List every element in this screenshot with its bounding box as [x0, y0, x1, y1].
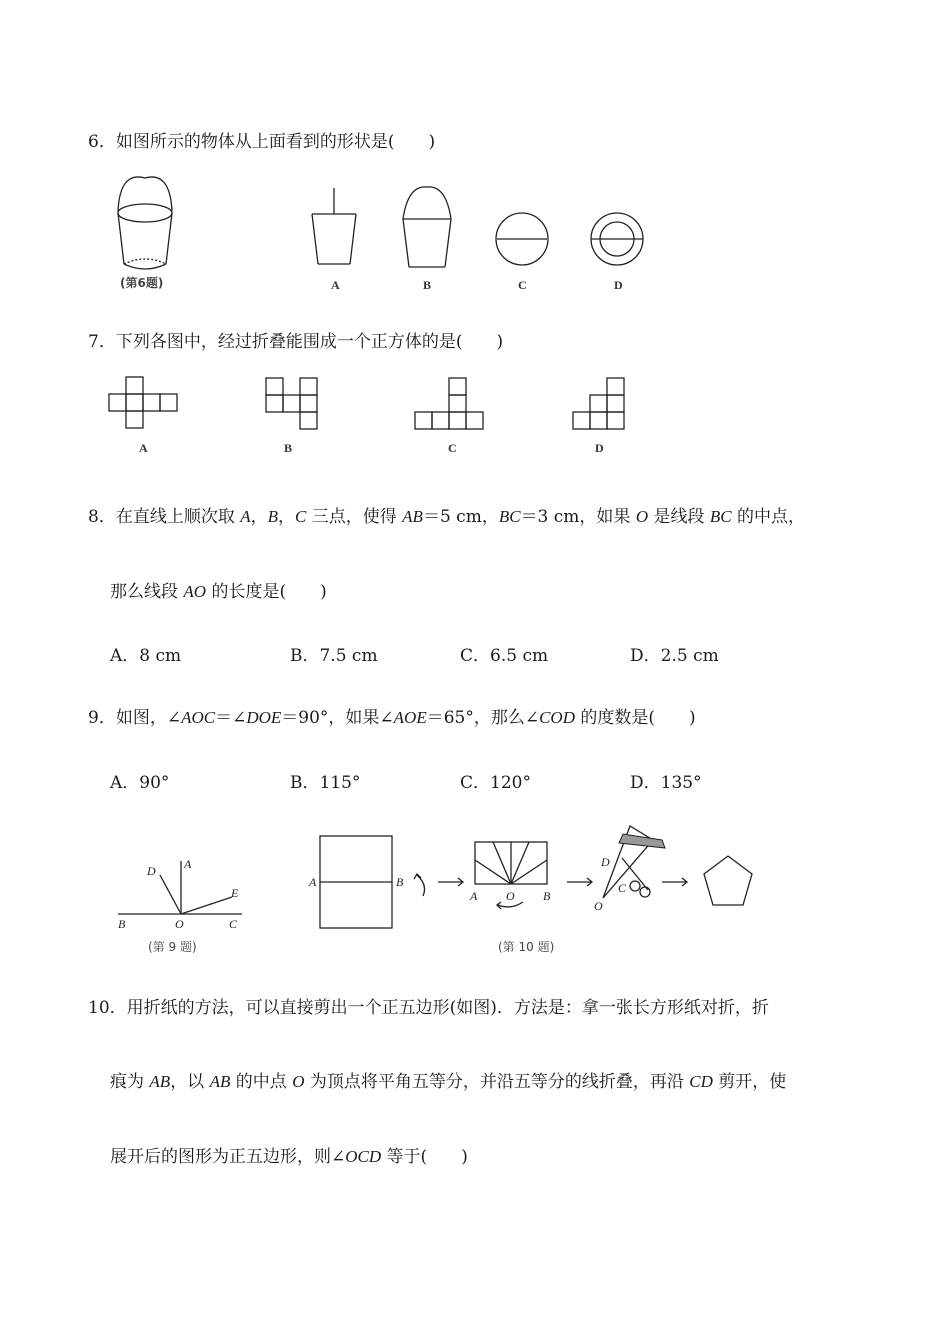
svg-text:A: A — [309, 875, 317, 889]
q6-caption: (第6题) — [120, 276, 164, 290]
q6-option-a-figure — [306, 188, 366, 268]
q10-stem-line3: 展开后的图形为正五边形，则∠OCD 等于( ) — [110, 1147, 468, 1167]
q6-option-c-label: C — [518, 278, 527, 292]
q8-option-b: B．7.5 cm — [290, 646, 378, 666]
q9-label-a: A — [184, 857, 192, 871]
q8-option-c: C．6.5 cm — [460, 646, 549, 666]
svg-text:B: B — [543, 889, 551, 903]
q9-caption: (第 9 题) — [148, 940, 197, 954]
q7-option-d-net — [573, 378, 629, 434]
q9-label-b: B — [118, 917, 126, 931]
q9-option-b: B．115° — [290, 773, 361, 793]
q9-stem: 9．如图，∠AOC＝∠DOE＝90°，如果∠AOE＝65°，那么∠COD 的度数是( ) — [88, 708, 696, 728]
q6-option-d-figure — [588, 211, 648, 271]
q9-option-a: A．90° — [110, 773, 170, 793]
q9-label-d: D — [147, 864, 156, 878]
q7-stem: 7．下列各图中，经过折叠能围成一个正方体的是( ) — [88, 332, 504, 352]
q6-option-b-figure — [400, 185, 460, 270]
q6-option-a-label: A — [331, 278, 340, 292]
svg-text:C: C — [618, 881, 627, 895]
q9-label-o: O — [175, 917, 184, 931]
svg-text:O: O — [506, 889, 515, 903]
q9-option-d: D．135° — [630, 773, 702, 793]
svg-text:O: O — [594, 899, 603, 913]
q6-option-d-label: D — [614, 278, 623, 292]
q7-option-b-net — [266, 378, 322, 434]
q10-folding-figure — [305, 818, 785, 938]
q10-caption: (第 10 题) — [498, 940, 555, 954]
q6-option-c-figure — [494, 211, 554, 271]
q10-stem-line1: 10．用折纸的方法，可以直接剪出一个正五边形(如图)．方法是：拿一张长方形纸对折，折 — [88, 998, 769, 1018]
q6-bucket-figure — [110, 176, 180, 276]
q10-stem-line2: 痕为 AB，以 AB 的中点 O 为顶点将平角五等分，并沿五等分的线折叠，再沿 CD 剪开，使 — [110, 1072, 787, 1092]
q8-option-d: D．2.5 cm — [630, 646, 719, 666]
q8-stem-line1: 8．在直线上顺次取 A，B，C 三点，使得 AB＝5 cm，BC＝3 cm，如果 O 是线段 BC 的中点， — [88, 507, 806, 527]
q7-option-d-label: D — [595, 441, 604, 455]
q6-stem: 6．如图所示的物体从上面看到的形状是( ) — [88, 132, 436, 152]
svg-text:B: B — [396, 875, 404, 889]
q9-label-e: E — [231, 886, 239, 900]
svg-text:D: D — [601, 855, 610, 869]
q9-angle-figure — [112, 855, 252, 935]
q8-stem-line2: 那么线段 AO 的长度是( ) — [110, 582, 327, 602]
q6-option-b-label: B — [423, 278, 432, 292]
q7-option-a-label: A — [139, 441, 148, 455]
svg-text:A: A — [470, 889, 478, 903]
q7-option-a-net — [108, 377, 180, 433]
q9-option-c: C．120° — [460, 773, 531, 793]
q9-label-c: C — [229, 917, 238, 931]
q7-option-c-label: C — [448, 441, 457, 455]
q7-option-b-label: B — [284, 441, 293, 455]
q8-option-a: A．8 cm — [110, 646, 182, 666]
q7-option-c-net — [415, 378, 487, 434]
